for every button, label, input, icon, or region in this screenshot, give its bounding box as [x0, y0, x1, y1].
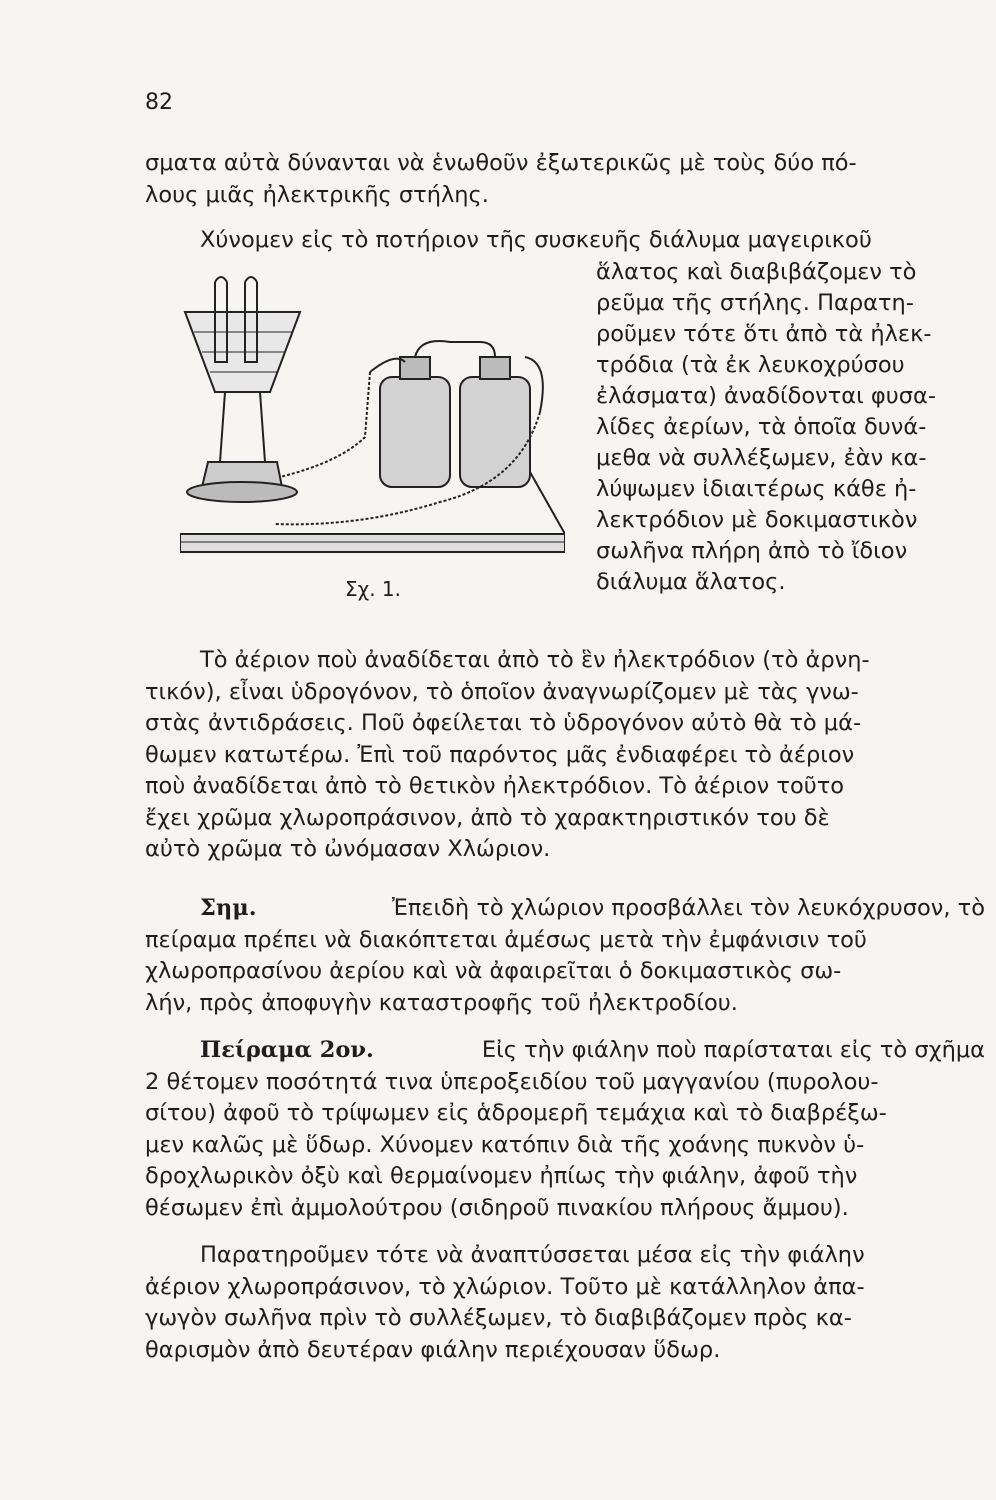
figure-battery-cell-2 [460, 377, 530, 487]
text-line: ποὺ ἀναδίδεται ἀπὸ τὸ θετικὸν ἠλεκτρόδιον. Τὸ ἀέριον τοῦτο [145, 773, 845, 799]
text-line: ἀέριον χλωροπράσινον, τὸ χλώριον. Τοῦτο μὲ κατάλληλον ἀπα- [145, 1273, 865, 1300]
figure-baseboard [180, 534, 565, 552]
text-line: θαρισμὸν ἀπὸ δευτέραν φιάλην περιέχουσαν ὕδωρ. [145, 1336, 721, 1363]
text-line: μεθα νὰ συλλέξωμεν, ἐὰν κα- [596, 445, 927, 471]
text-line: διάλυμα ἅλατος. [596, 569, 786, 595]
text-line: τικόν), εἶναι ὑδρογόνον, τὸ ὁποῖον ἀναγνωρίζομεν μὲ τὰς γνω- [145, 678, 859, 705]
text-line: ρεῦμα τῆς στήλης. Παρατη- [596, 290, 914, 316]
inline-heading: Πείραμα 2ον. [200, 1037, 374, 1063]
figure-battery-cell-1 [380, 377, 450, 487]
text-line: 2 θέτομεν ποσότητά τινα ὑπεροξειδίου τοῦ μαγγανίου (πυρολου- [145, 1068, 879, 1095]
text-line: ἔχει χρῶμα χλωροπράσινον, ἀπὸ τὸ χαρακτηριστικόν του δὲ [145, 804, 830, 831]
text-line: τρόδια (τὰ ἐκ λευκοχρύσου [596, 352, 905, 378]
text-line: λους μιᾶς ἠλεκτρικῆς στήλης. [145, 181, 489, 208]
text-line: χλωροπρασίνου ἀερίου καὶ νὰ ἀφαιρεῖται ὁ δοκιμαστικὸς σω- [145, 958, 842, 984]
line-text: Ἐπειδὴ τὸ χλώριον προσβάλλει τὸν λευκόχρυσον, τὸ [391, 895, 985, 921]
text-line: γωγὸν σωλῆνα πρὶν τὸ συλλέξωμεν, τὸ διαβιβάζομεν πρὸς κα- [145, 1305, 852, 1331]
inline-heading: Σημ. [200, 895, 257, 921]
text-line: σίτου) ἀφοῦ τὸ τρίψωμεν εἰς ἁδρομερῆ τεμάχια καὶ τὸ διαβρέξω- [145, 1100, 887, 1126]
text-line: θωμεν κατωτέρω. Ἐπὶ τοῦ παρόντος μᾶς ἐνδιαφέρει τὸ ἀέριον [145, 741, 855, 768]
text-line: σματα αὐτὰ δύνανται νὰ ἑνωθοῦν ἐξωτερικῶς μὲ τοὺς δύο πό- [145, 150, 857, 176]
text-line: Τὸ ἀέριον ποὺ ἀναδίδεται ἀπὸ τὸ ἓν ἠλεκτρόδιον (τὸ ἀρνη- [200, 647, 870, 673]
text-line: σωλῆνα πλήρη ἀπὸ τὸ ἴδιον [596, 538, 908, 564]
text-line [200, 1035, 985, 1065]
text-line: ἐλάσματα) ἀναδίδονται φυσα- [596, 383, 936, 409]
text-line: Χύνομεν εἰς τὸ ποτήριον τῆς συσκευῆς διάλυμα μαγειρικοῦ [200, 227, 872, 253]
text-line: λύψωμεν ἰδιαιτέρως κάθε ἠ- [596, 476, 917, 502]
text-line: πείραμα πρέπει νὰ διακόπτεται ἀμέσως μετὰ τὴν ἐμφάνισιν τοῦ [145, 926, 867, 953]
text-line [200, 893, 985, 923]
text-line: ροῦμεν τότε ὅτι ἀπὸ τὰ ἠλεκ- [596, 321, 932, 347]
electrolysis-apparatus-figure [180, 262, 565, 562]
figure-caption: Σχ. 1. [345, 577, 401, 601]
page-number: 82 [145, 90, 173, 115]
text-line: μεν καλῶς μὲ ὕδωρ. Χύνομεν κατόπιν διὰ τῆς χοάνης πυκνὸν ὑ- [145, 1131, 865, 1158]
line-text: Εἰς τὴν φιάλην ποὺ παρίσταται εἰς τὸ σχῆμα [481, 1037, 985, 1063]
text-line: λήν, πρὸς ἀποφυγὴν καταστροφῆς τοῦ ἠλεκτροδίου. [145, 989, 738, 1016]
text-line: ἅλατος καὶ διαβιβάζομεν τὸ [596, 259, 917, 285]
text-line: δροχλωρικὸν ὀξὺ καὶ θερμαίνομεν ἠπίως τὴν φιάλην, ἀφοῦ τὴν [145, 1163, 858, 1189]
text-line: λεκτρόδιον μὲ δοκιμαστικὸν [596, 507, 918, 533]
text-line: αὐτὸ χρῶμα τὸ ὠνόμασαν Χλώριον. [145, 836, 551, 862]
text-line: λίδες ἀερίων, τὰ ὁποῖα δυνά- [596, 414, 927, 440]
text-line: στὰς ἀντιδράσεις. Ποῦ ὀφείλεται τὸ ὑδρογόνον αὐτὸ θὰ τὸ μά- [145, 710, 862, 736]
text-line: θέσωμεν ἐπὶ ἀμμολούτρου (σιδηροῦ πινακίου πλήρους ἄμμου). [145, 1194, 849, 1221]
text-line: Παρατηροῦμεν τότε νὰ ἀναπτύσσεται μέσα εἰς τὴν φιάλην [200, 1242, 865, 1268]
